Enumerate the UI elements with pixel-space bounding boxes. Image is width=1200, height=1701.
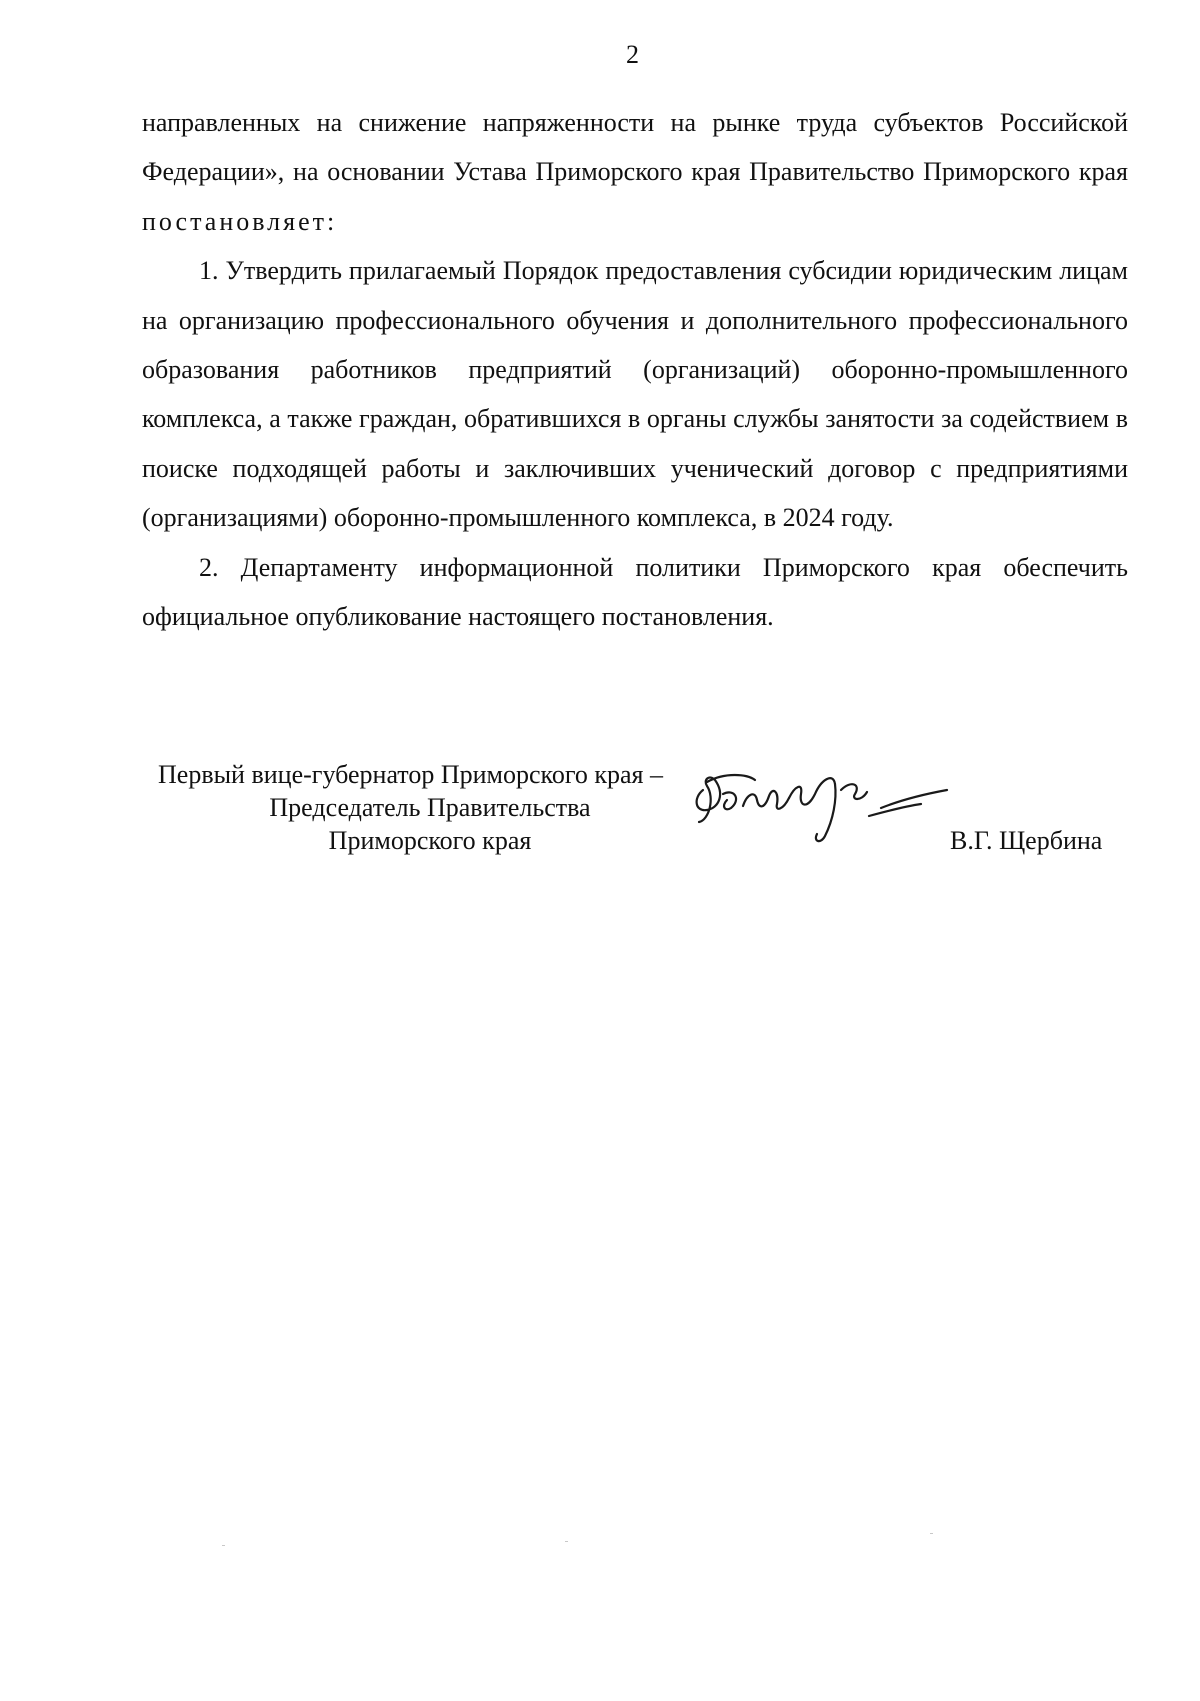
decree-item-2: 2. Департаменту информационной политики Приморского края обеспечить официальное опубликование настоящего постановления. (142, 552, 1128, 632)
scan-speck (565, 1541, 568, 1542)
decree-item-1: 1. Утвердить прилагаемый Порядок предоставления субсидии юридическим лицам на организацию профессионального обучения и дополнительного профессионального образования работников предприятий (организаций) оборонно-промышленного комплекса, а также граждан, обратившихся в органы службы занятости за содействием в поиске подходящей работы и заключивших ученический договор с предприятиями (организациями) оборонно-промышленного комплекса, в 2024 году. (142, 256, 1128, 533)
scan-speck (930, 1533, 933, 1534)
decree-word: постановляет: (142, 206, 338, 236)
preamble-text: направленных на снижение напряженности на рынке труда субъектов Российской Федерации», на основании Устава Приморского края Правительство Приморского края (142, 108, 1128, 187)
decree-body (142, 98, 1128, 641)
signature-block (0, 758, 1200, 878)
signer-position (160, 758, 700, 857)
handwritten-signature-icon (685, 750, 985, 860)
page-number: 2 (626, 40, 639, 69)
signer-position-line-2: Председатель Правительства (269, 793, 591, 822)
preamble-paragraph (142, 98, 1128, 246)
signer-position-line-3: Приморского края (328, 826, 532, 855)
signer-name: В.Г. Щербина (950, 826, 1103, 855)
signer-position-line-1: Первый вице-губернатор Приморского края – (158, 760, 663, 789)
scan-speck (222, 1545, 225, 1546)
